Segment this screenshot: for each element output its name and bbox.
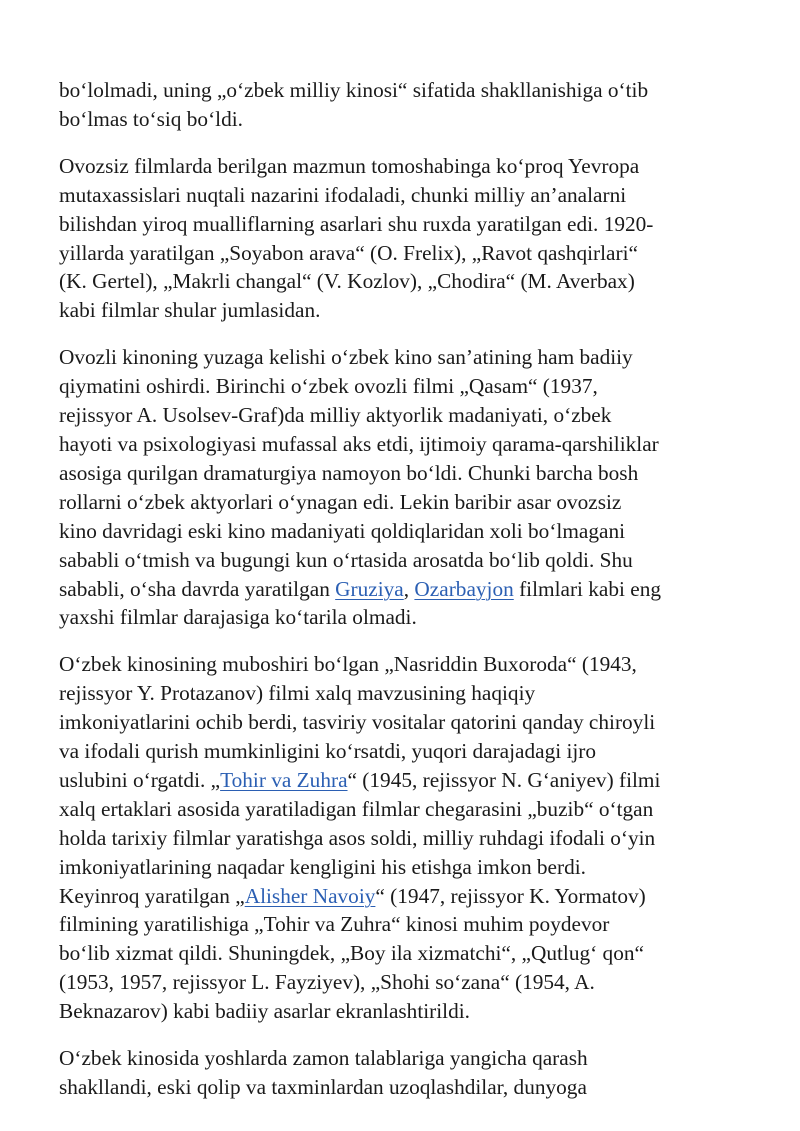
text-segment: O‘zbek kinosining muboshiri bo‘lgan „Nasriddin Buxoroda“ (1943,: [59, 652, 637, 677]
text-line: [59, 824, 749, 853]
text-line: [59, 372, 749, 401]
text-segment: bo‘lmas to‘siq bo‘ldi.: [59, 106, 243, 131]
text-segment: sababli o‘tmish va bugungi kun o‘rtasida arosatda bo‘lib qoldi. Shu: [59, 547, 633, 572]
text-line: [59, 267, 749, 296]
text-segment: Ovozli kinoning yuzaga kelishi o‘zbek kino san’atining ham badiiy: [59, 345, 633, 370]
wiki-link[interactable]: Alisher Navoiy: [244, 883, 376, 908]
text-segment: Keyinroq yaratilgan „: [59, 883, 245, 908]
text-line: [59, 210, 749, 239]
text-line: [59, 882, 749, 911]
text-line: [59, 1073, 749, 1102]
text-line: [59, 459, 749, 488]
text-line: [59, 517, 749, 546]
text-segment: filmlari kabi eng: [513, 576, 662, 601]
text-segment: sababli, o‘sha davrda yaratilgan: [59, 576, 336, 601]
wiki-link[interactable]: Gruziya: [335, 576, 404, 601]
text-segment: imkoniyatlarining naqadar kengligini his etishga imkon berdi.: [59, 854, 586, 879]
text-segment: uslubini o‘rgatdi. „: [59, 767, 221, 792]
text-segment: (1953, 1957, rejissyor L. Fayziyev), „Shohi so‘zana“ (1954, A.: [59, 970, 595, 995]
text-segment: Ovozsiz filmlarda berilgan mazmun tomoshabinga ko‘proq Yevropa: [59, 153, 640, 178]
text-segment: rollarni o‘zbek aktyorlari o‘ynagan edi. Lekin baribir asar ovozsiz: [59, 489, 622, 514]
text-segment: rejissyor A. Usolsev-Graf)da milliy aktyorlik madaniyati, o‘zbek: [59, 403, 612, 428]
text-line: [59, 603, 749, 632]
text-segment: qiymatini oshirdi. Birinchi o‘zbek ovozli filmi „Qasam“ (1937,: [59, 374, 598, 399]
paragraph: [59, 1044, 749, 1102]
text-segment: Beknazarov) kabi badiiy asarlar ekranlashtirildi.: [59, 999, 470, 1024]
text-line: [59, 152, 749, 181]
text-line: [59, 1044, 749, 1073]
paragraph: [59, 343, 749, 632]
text-line: [59, 968, 749, 997]
text-line: [59, 910, 749, 939]
text-segment: filmining yaratilishiga „Tohir va Zuhra“ kinosi muhim poydevor: [59, 912, 610, 937]
document-body: [59, 76, 749, 1102]
text-segment: yillarda yaratilgan „Soyabon arava“ (O. Frelix), „Ravot qashqirlari“: [59, 240, 638, 265]
text-line: [59, 708, 749, 737]
text-line: [59, 105, 749, 134]
paragraph: [59, 650, 749, 1026]
text-line: [59, 853, 749, 882]
text-line: [59, 239, 749, 268]
text-segment: rejissyor Y. Protazanov) filmi xalq mavzusining haqiqiy: [59, 681, 536, 706]
text-segment: imkoniyatlarini ochib berdi, tasviriy vositalar qatorini qanday chiroyli: [59, 710, 656, 735]
text-segment: yaxshi filmlar darajasiga ko‘tarila olmadi.: [59, 605, 417, 630]
text-line: [59, 430, 749, 459]
text-segment: bilishdan yiroq mualliflarning asarlari shu ruxda yaratilgan edi. 1920-: [59, 211, 654, 236]
text-line: [59, 679, 749, 708]
text-segment: bo‘lib xizmat qildi. Shuningdek, „Boy ila xizmatchi“, „Qutlug‘ qon“: [59, 941, 644, 966]
text-segment: “ (1947, rejissyor K. Yormatov): [375, 883, 646, 908]
text-segment: asosiga qurilgan dramaturgiya namoyon bo‘ldi. Chunki barcha bosh: [59, 460, 639, 485]
text-segment: va ifodali qurish mumkinligini ko‘rsatdi, yuqori darajadagi ijro: [59, 739, 597, 764]
text-line: [59, 546, 749, 575]
text-segment: (K. Gertel), „Makrli changal“ (V. Kozlov), „Chodira“ (M. Averbax): [59, 269, 635, 294]
text-line: [59, 795, 749, 824]
text-line: [59, 343, 749, 372]
text-segment: “ (1945, rejissyor N. G‘aniyev) filmi: [347, 767, 661, 792]
wiki-link[interactable]: Tohir va Zuhra: [220, 767, 348, 792]
text-segment: bo‘lolmadi, uning „o‘zbek milliy kinosi“ sifatida shakllanishiga o‘tib: [59, 78, 649, 102]
text-line: [59, 76, 749, 105]
text-line: [59, 488, 749, 517]
paragraph: [59, 152, 749, 325]
paragraph: [59, 76, 749, 134]
text-line: [59, 181, 749, 210]
text-line: [59, 650, 749, 679]
text-segment: kino davridagi eski kino madaniyati qoldiqlaridan xoli bo‘lmagani: [59, 518, 626, 543]
text-segment: holda tarixiy filmlar yaratishga asos soldi, milliy ruhdagi ifodali o‘yin: [59, 825, 656, 850]
text-line: [59, 296, 749, 325]
text-segment: mutaxassislari nuqtali nazarini ifodaladi, chunki milliy an’analarni: [59, 182, 627, 207]
text-segment: hayoti va psixologiyasi mufassal aks etdi, ijtimoiy qarama-qarshiliklar: [59, 431, 659, 456]
text-line: [59, 997, 749, 1026]
wiki-link[interactable]: Ozarbayjon: [414, 576, 514, 601]
text-segment: kabi filmlar shular jumlasidan.: [59, 298, 321, 323]
text-line: [59, 575, 749, 604]
text-segment: O‘zbek kinosida yoshlarda zamon talablariga yangicha qarash: [59, 1046, 588, 1071]
text-line: [59, 737, 749, 766]
document-page: [59, 76, 749, 1120]
text-segment: shakllandi, eski qolip va taxminlardan uzoqlashdilar, dunyoga: [59, 1075, 587, 1099]
text-segment: ,: [403, 576, 415, 601]
text-line: [59, 401, 749, 430]
text-line: [59, 766, 749, 795]
text-segment: xalq ertaklari asosida yaratiladigan filmlar chegarasini „buzib“ o‘tgan: [59, 796, 654, 821]
text-line: [59, 939, 749, 968]
